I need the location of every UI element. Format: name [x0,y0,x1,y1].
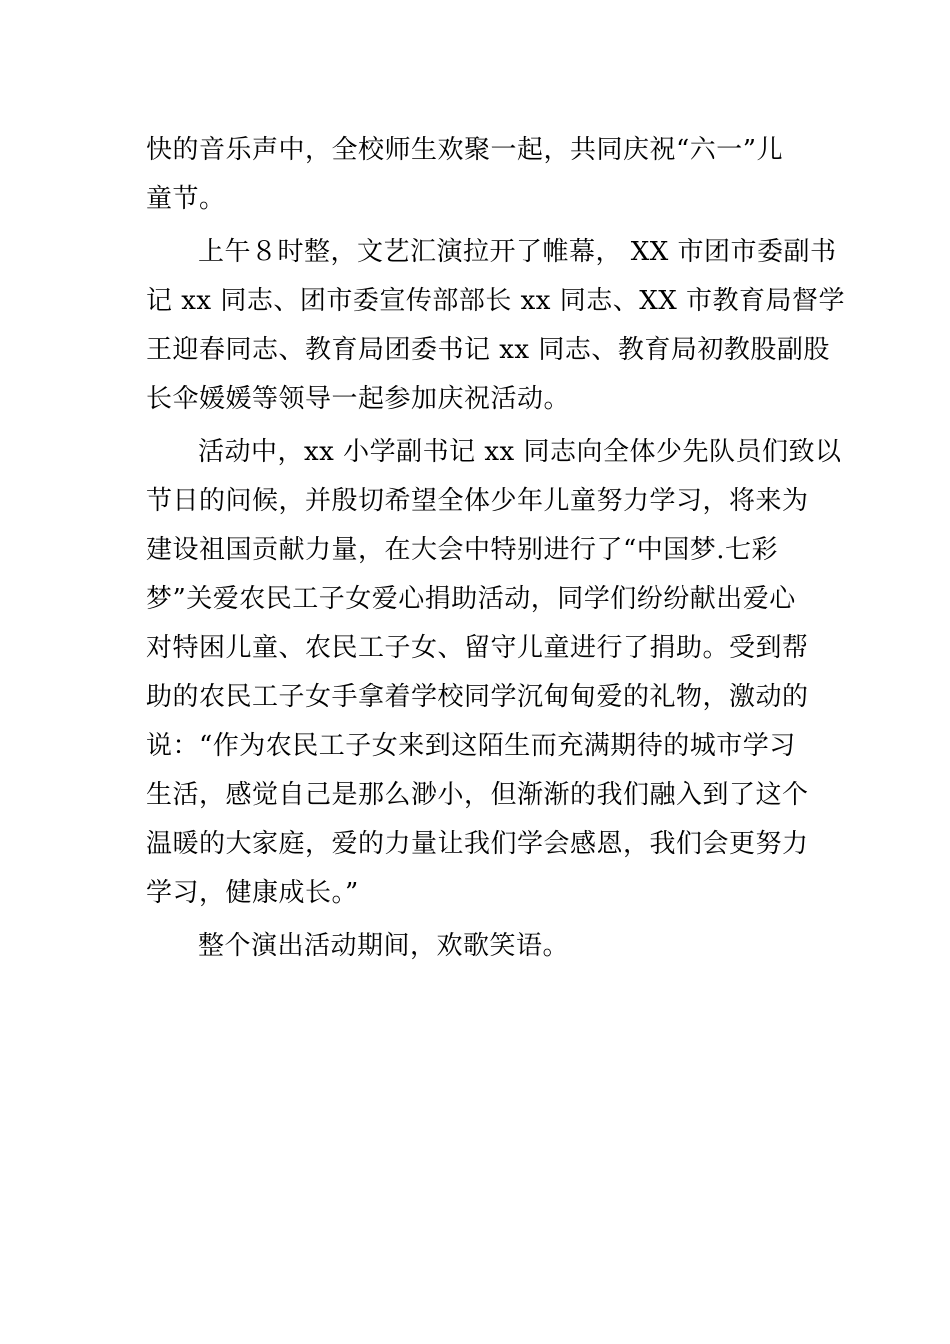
text-line: 长伞媛媛等领导一起参加庆祝活动。 [146,384,571,414]
text-line: 生活，感觉自己是那么渺小，但渐渐的我们融入到了这个 [146,780,809,810]
text-line: 说：“作为农民工子女来到这陌生而充满期待的城市学习 [146,731,796,761]
paragraph-2 [146,228,845,424]
text-line: 快的音乐声中，全校师生欢聚一起，共同庆祝“六一”儿 [146,135,784,165]
paragraph-4 [146,922,806,971]
paragraph-1 [146,126,806,224]
text-line: 对特困儿童、农民工子女、留守儿童进行了捐助。受到帮 [146,633,809,663]
text-line: 王迎春同志、教育局团委书记 xx 同志、教育局初教股副股 [146,335,830,365]
text-line: 节日的问候，并殷切希望全体少年儿童努力学习，将来为 [146,486,809,516]
text-line: 童节。 [146,184,226,214]
text-line: 活动中，xx 小学副书记 xx 同志向全体少先队员们致以 [198,437,842,467]
text-line: 建设祖国贡献力量，在大会中特别进行了“中国梦.七彩 [146,535,779,565]
text-line: 助的农民工子女手拿着学校同学沉甸甸爱的礼物，激动的 [146,682,809,712]
text-line: 温暖的大家庭，爱的力量让我们学会感恩，我们会更努力 [146,829,809,859]
text-line: 整个演出活动期间，欢歌笑语。 [198,931,570,961]
paragraph-3 [146,428,842,918]
text-line: 学习，健康成长。” [146,878,359,908]
text-line: 上午８时整，文艺汇演拉开了帷幕， XX 市团市委副书 [198,237,837,267]
text-line: 记 xx 同志、团市委宣传部部长 xx 同志、XX 市教育局督学 [146,286,845,316]
text-line: 梦”关爱农民工子女爱心捐助活动，同学们纷纷献出爱心 [146,584,796,614]
document-body [146,126,845,975]
